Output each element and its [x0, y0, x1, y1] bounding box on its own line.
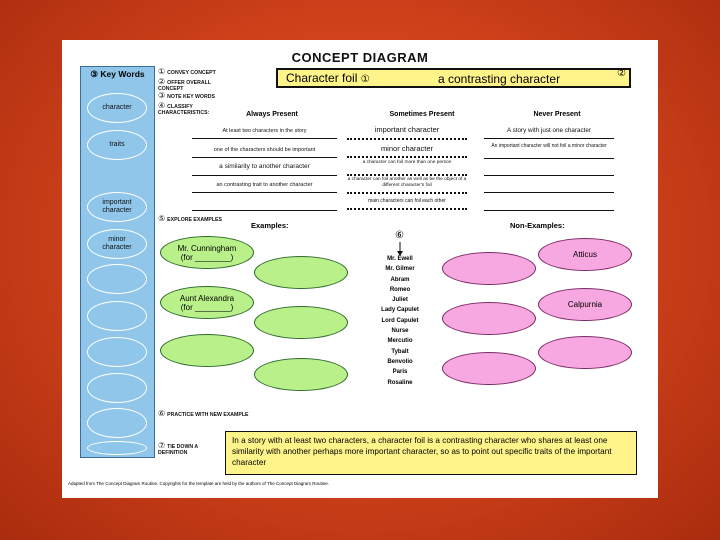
- key-word-oval: [87, 130, 147, 160]
- sometimes-present-item: a character can foil another as well as be the object of a different character's foil: [347, 177, 467, 188]
- step-6-marker: ⑥: [395, 230, 404, 241]
- key-word-text: traits: [109, 141, 125, 148]
- divider-line: [347, 138, 467, 141]
- non-example-oval: [442, 302, 536, 335]
- key-words-heading: [81, 69, 154, 80]
- divider-line: [192, 210, 337, 211]
- practice-name: Lord Capulet: [381, 317, 419, 324]
- key-word-oval: [87, 337, 147, 367]
- step-label: NOTE KEY WORDS: [167, 94, 215, 100]
- concept-diagram-sheet: [62, 40, 658, 498]
- key-word-text: minor character: [102, 236, 132, 251]
- divider-line: [484, 175, 614, 176]
- example-text: (for ________): [180, 302, 234, 312]
- footer-credit: Adapted from The Concept Diagram Routine. Copyrights for the template are held by the authors of The Concept Diagram Routine.: [68, 481, 329, 486]
- step-1: [158, 69, 216, 76]
- example-text: Aunt Alexandra: [179, 293, 235, 303]
- practice-name: Paris: [392, 369, 408, 376]
- practice-name: Rosaline: [387, 379, 413, 386]
- example-oval: [254, 256, 348, 289]
- divider-line: [484, 210, 614, 211]
- key-word-oval: [87, 441, 147, 455]
- practice-name: Abram: [390, 276, 410, 283]
- practice-name-list: [360, 254, 440, 388]
- divider-line: [347, 156, 467, 159]
- key-words-column: [80, 66, 155, 458]
- practice-name: Romeo: [389, 286, 411, 293]
- sometimes-present-header: Sometimes Present: [389, 111, 455, 118]
- step-number: ④: [158, 101, 166, 110]
- examples-header: Examples:: [251, 221, 289, 230]
- always-present-item: a similarity to another character: [219, 163, 310, 170]
- step-number: ①: [158, 67, 166, 76]
- key-word-oval: [87, 264, 147, 294]
- step-label: TIE DOWN A DEFINITION: [158, 444, 198, 456]
- key-word-oval: [87, 229, 147, 259]
- key-words-number: ③: [90, 69, 98, 79]
- concept-term: [286, 71, 370, 85]
- step-label: OFFER OVERALL CONCEPT: [158, 80, 211, 92]
- example-text: (for ________): [180, 252, 234, 262]
- practice-name: Nurse: [391, 328, 409, 335]
- non-example-oval: [538, 336, 632, 369]
- step-number: ⑥: [158, 409, 166, 418]
- divider-line: [192, 192, 337, 193]
- practice-name: Benvolio: [387, 358, 413, 365]
- concept-term-text: Character foil: [286, 71, 358, 85]
- sometimes-present-item: main characters can foil each other: [368, 198, 446, 204]
- divider-line: [484, 138, 614, 139]
- never-present-item: A story with just one character: [507, 127, 591, 134]
- step-label: CLASSIFY CHARACTERISTICS:: [158, 104, 210, 116]
- always-present-header: Always Present: [246, 111, 298, 118]
- concept-term-number: ①: [360, 74, 370, 85]
- always-present-item: one of the characters should be important: [213, 147, 316, 153]
- non-example-oval: [442, 352, 536, 385]
- page-title: CONCEPT DIAGRAM: [291, 50, 429, 65]
- non-example-oval: [442, 252, 536, 285]
- step-number: ③: [158, 91, 166, 100]
- never-present-item: An important character will not foil a minor character: [491, 143, 607, 149]
- divider-line: [484, 158, 614, 159]
- divider-line: [347, 192, 467, 195]
- step-label: CONVEY CONCEPT: [167, 70, 216, 76]
- example-oval: [160, 236, 254, 269]
- key-word-oval: [87, 408, 147, 438]
- divider-line: [484, 192, 614, 193]
- non-example-text: Atticus: [572, 250, 597, 259]
- key-word-text: character: [102, 104, 132, 111]
- step-2: [158, 79, 228, 92]
- example-oval: [160, 286, 254, 319]
- sometimes-present-item: a character can foil more than one person: [362, 160, 452, 165]
- non-examples-header: Non-Examples:: [510, 221, 565, 230]
- always-present-item: At least two characters in the story: [222, 128, 307, 134]
- step-3: [158, 93, 215, 100]
- step-number: ⑤: [158, 214, 166, 223]
- key-words-label: Key Words: [100, 69, 145, 79]
- sometimes-present-item: minor character: [380, 144, 434, 153]
- overall-concept: a contrasting character: [438, 72, 561, 86]
- divider-line: [347, 208, 467, 211]
- example-oval: [160, 334, 254, 367]
- concept-definition-box: [276, 68, 631, 88]
- non-example-text: Calpurnia: [567, 300, 603, 309]
- practice-name: Tybalt: [391, 348, 409, 355]
- key-word-text: important character: [102, 199, 132, 214]
- key-word-oval: [87, 93, 147, 123]
- step-label: EXPLORE EXAMPLES: [167, 217, 222, 223]
- step-number: ②: [158, 77, 166, 86]
- step-number: ⑦: [158, 441, 166, 450]
- example-text: Mr. Cunningham: [177, 243, 237, 253]
- key-word-oval: [87, 192, 147, 222]
- practice-name: Mr. Gilmer: [385, 266, 415, 273]
- step-5: [158, 216, 222, 223]
- always-present-item: an contrasting trait to another character: [216, 182, 313, 188]
- non-example-oval: [538, 288, 632, 321]
- sometimes-present-item: important character: [374, 125, 440, 134]
- never-present-header: Never Present: [533, 111, 581, 118]
- practice-name: Juliet: [392, 297, 408, 304]
- overall-concept-number: ②: [617, 68, 626, 79]
- key-word-oval: [87, 373, 147, 403]
- example-oval: [254, 358, 348, 391]
- definition-summary-box: In a story with at least two characters, a character foil is a contrasting character who shares at least one similarity with another perhaps more important character, so as to point out specific traits of the important character: [225, 431, 637, 475]
- step-7: [158, 443, 222, 456]
- step-label: PRACTICE WITH NEW EXAMPLE: [167, 412, 249, 418]
- non-example-oval: [538, 238, 632, 271]
- divider-line: [192, 138, 337, 139]
- practice-name: Mercutio: [387, 338, 413, 345]
- divider-line: [192, 175, 337, 176]
- practice-name: Mr. Ewell: [387, 256, 413, 262]
- practice-name: Lady Capulet: [381, 307, 419, 314]
- example-oval: [254, 306, 348, 339]
- key-word-oval: [87, 301, 147, 331]
- divider-line: [192, 157, 337, 158]
- step-6: [158, 411, 248, 418]
